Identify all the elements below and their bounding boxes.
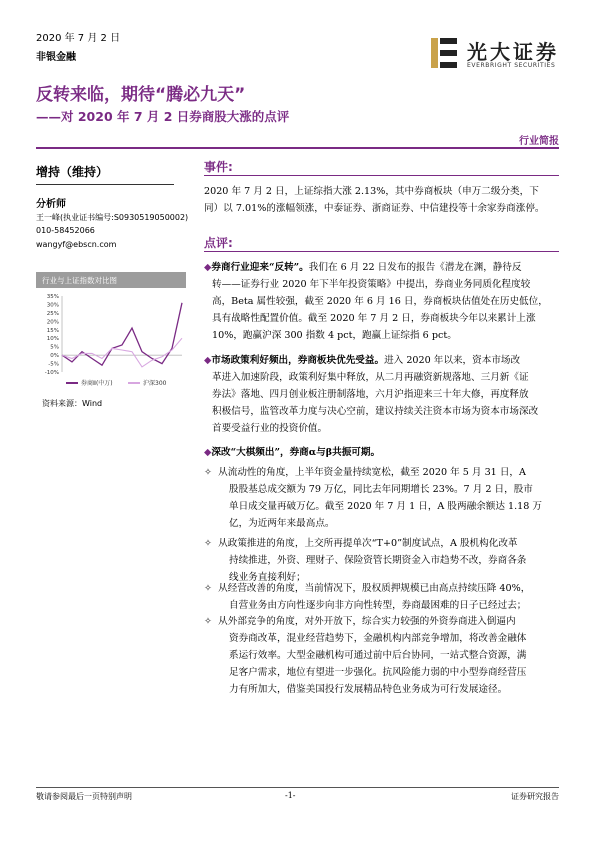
comment-p2-line-3: 券法》落地、四月创业板注册制落地，六月沪指迎来三十年大修，再度释放	[212, 389, 529, 400]
y-tick-label: -10%	[44, 370, 59, 376]
comment-p1-line-5: 10%，跑赢沪深 300 指数 4 pct，跑赢上证综指 6 pct。	[212, 330, 457, 341]
bullet-1-line-2: 股股基总成交额为 79 万亿，同比去年同期增长 23%。7 月 2 日，股市	[229, 484, 533, 495]
diamond-bullet-icon: ◆	[204, 355, 212, 366]
star-bullet-icon: ✧	[204, 583, 213, 594]
y-tick-label: 5%	[50, 344, 59, 351]
bullet-2-line-2: 持续推进，外资、理财子、保险资管长期资金入市趋势不改，券商各条	[229, 555, 527, 566]
chart-plot	[36, 292, 186, 390]
y-tick-label: 20%	[46, 319, 59, 326]
y-tick-label: 10%	[46, 336, 59, 343]
comment-p1-line-2: 转——证券行业 2020 年下半年投资策略》中提出，券商业务同质化程度较	[212, 279, 531, 290]
bullet-4-line-5: 力有所加大，借鉴美国投行发展精品特色业务成为可行发展途径。	[229, 684, 508, 695]
footer-divider	[36, 787, 559, 788]
comment-p2-line-4: 积极信号，监管改革力度与决心空前，建议持续关注资本市场为资本市场深改	[212, 406, 539, 417]
diamond-bullet-icon: ◆	[204, 262, 212, 273]
rating: 增持（维持）	[36, 165, 109, 179]
bullet-3-line-2: 自营业务由方向性逐步向非方向性转型，券商最困难的日子已经过去；	[229, 600, 527, 611]
comment-p2-line-2: 革进入加速阶段，政策利好集中释放，从二月再融资新规落地、三月新《证	[212, 372, 529, 383]
comment-p2-line-5: 首要受益行业的投资价值。	[212, 423, 328, 434]
sector-name: 非银金融	[36, 52, 76, 63]
footer-disclaimer: 敬请参阅最后一页特别声明	[36, 792, 132, 801]
report-date: 2020 年 7 月 2 日	[36, 33, 121, 44]
chart-header	[36, 272, 186, 288]
footer-report-label: 证券研究报告	[511, 792, 559, 801]
y-tick-label: 0%	[50, 353, 59, 360]
comparison-chart	[36, 272, 186, 390]
comment-p2-line-1: ◆市场政策利好频出，券商板块优先受益。进入 2020 年以来，资本市场改	[204, 355, 521, 366]
legend-label-1: 沪深300	[143, 380, 167, 387]
event-line-1: 2020 年 7 月 2 日，上证综指大涨 2.13%，其中券商板块（申万二级分类，下	[204, 186, 539, 197]
comment-p1-line-3: 高，Beta 属性较强，截至 2020 年 6 月 16 日，券商板块估值处在历史低位，	[212, 296, 548, 307]
analyst-name: 王一峰(执业证书编号:S0930519050002)	[36, 213, 189, 222]
company-logo	[429, 34, 559, 76]
bullet-2-line-1: ✧ 从政策推进的角度，上交所再提单次“T+0”制度试点，A 股机构化改革	[204, 538, 518, 549]
diamond-bullet-icon: ◆	[204, 447, 212, 458]
rating-divider	[36, 184, 174, 185]
event-heading-rule	[204, 175, 559, 176]
comment-heading: 点评:	[204, 236, 233, 250]
logo-english: EVERBRIGHT SECURITIES	[467, 62, 556, 69]
comment-heading-rule	[204, 251, 559, 252]
bullet-2-line-3: 线业务直接利好；	[229, 572, 306, 583]
analyst-email: wangyf@ebscn.com	[36, 240, 117, 249]
analyst-phone: 010-58452066	[36, 226, 95, 235]
star-bullet-icon: ✧	[204, 616, 213, 627]
y-tick-label: 15%	[46, 327, 59, 334]
y-tick-label: 30%	[46, 302, 59, 309]
logo-chinese: 光大证券	[467, 40, 559, 64]
report-type: 行业简报	[519, 136, 559, 147]
comment-p3-heading: ◆深改“大棋频出”，券商α与β共振可期。	[204, 447, 381, 458]
y-tick-label: -5%	[48, 361, 59, 368]
event-line-2: 同）以 7.01%的涨幅领涨，中泰证券、浙商证券、中信建投等十余家券商涨停。	[204, 203, 545, 214]
bullet-4-line-1: ✧ 从外部竞争的角度，对外开放下，综合实力较强的外资券商进入倒逼内	[204, 616, 516, 627]
title-divider	[36, 147, 559, 149]
bullet-4-line-2: 资券商改革，混业经营趋势下，金融机构内部竞争增加，将改善金融体	[229, 633, 527, 644]
bullet-4-line-4: 足客户需求，地位有望进一步强化。抗风险能力弱的中小型券商经营压	[229, 667, 527, 678]
report-title: 反转来临，期待“腾必九天”	[36, 85, 246, 105]
bullet-3-line-1: ✧ 从经营改善的角度，当前情况下，股权质押规模已由高点持续压降 40%，	[204, 583, 531, 594]
y-tick-label: 35%	[46, 294, 59, 300]
chart-title: 行业与上证指数对比图	[42, 276, 117, 285]
legend-label-0: 券商Ⅱ(中万)	[81, 380, 113, 387]
event-heading: 事件:	[204, 160, 233, 174]
comment-p1-line-1: ◆券商行业迎来“反转”。我们在 6 月 22 日发布的报告《潜龙在渊，静待反	[204, 262, 522, 273]
bullet-4-line-3: 系运行效率。大型金融机构可通过前中后台协同，一站式整合资源，满	[229, 650, 527, 661]
star-bullet-icon: ✧	[204, 538, 213, 549]
series-line-1	[62, 338, 182, 367]
comment-p1-line-4: 具有战略性配置价值。截至 2020 年 7 月 2 日，券商板块今年以来累计上涨	[212, 313, 536, 324]
everbright-logo-icon	[429, 36, 459, 70]
chart-source: 资料来源：Wind	[42, 399, 103, 408]
bullet-1-line-3: 单日成交量再破万亿。截至 2020 年 7 月 1 日，A 股两融余额达 1.18 万	[229, 501, 543, 512]
star-bullet-icon: ✧	[204, 467, 213, 478]
bullet-1-line-1: ✧ 从流动性的角度，上半年资金量持续宽松，截至 2020 年 5 月 31 日，A	[204, 467, 526, 478]
report-subtitle: ——对 2020 年 7 月 2 日券商股大涨的点评	[36, 109, 290, 124]
analyst-heading: 分析师	[36, 199, 66, 210]
bullet-1-line-4: 亿，为近两年来最高点。	[229, 518, 335, 529]
y-tick-label: 25%	[46, 310, 59, 317]
page-number: -1-	[285, 791, 296, 800]
